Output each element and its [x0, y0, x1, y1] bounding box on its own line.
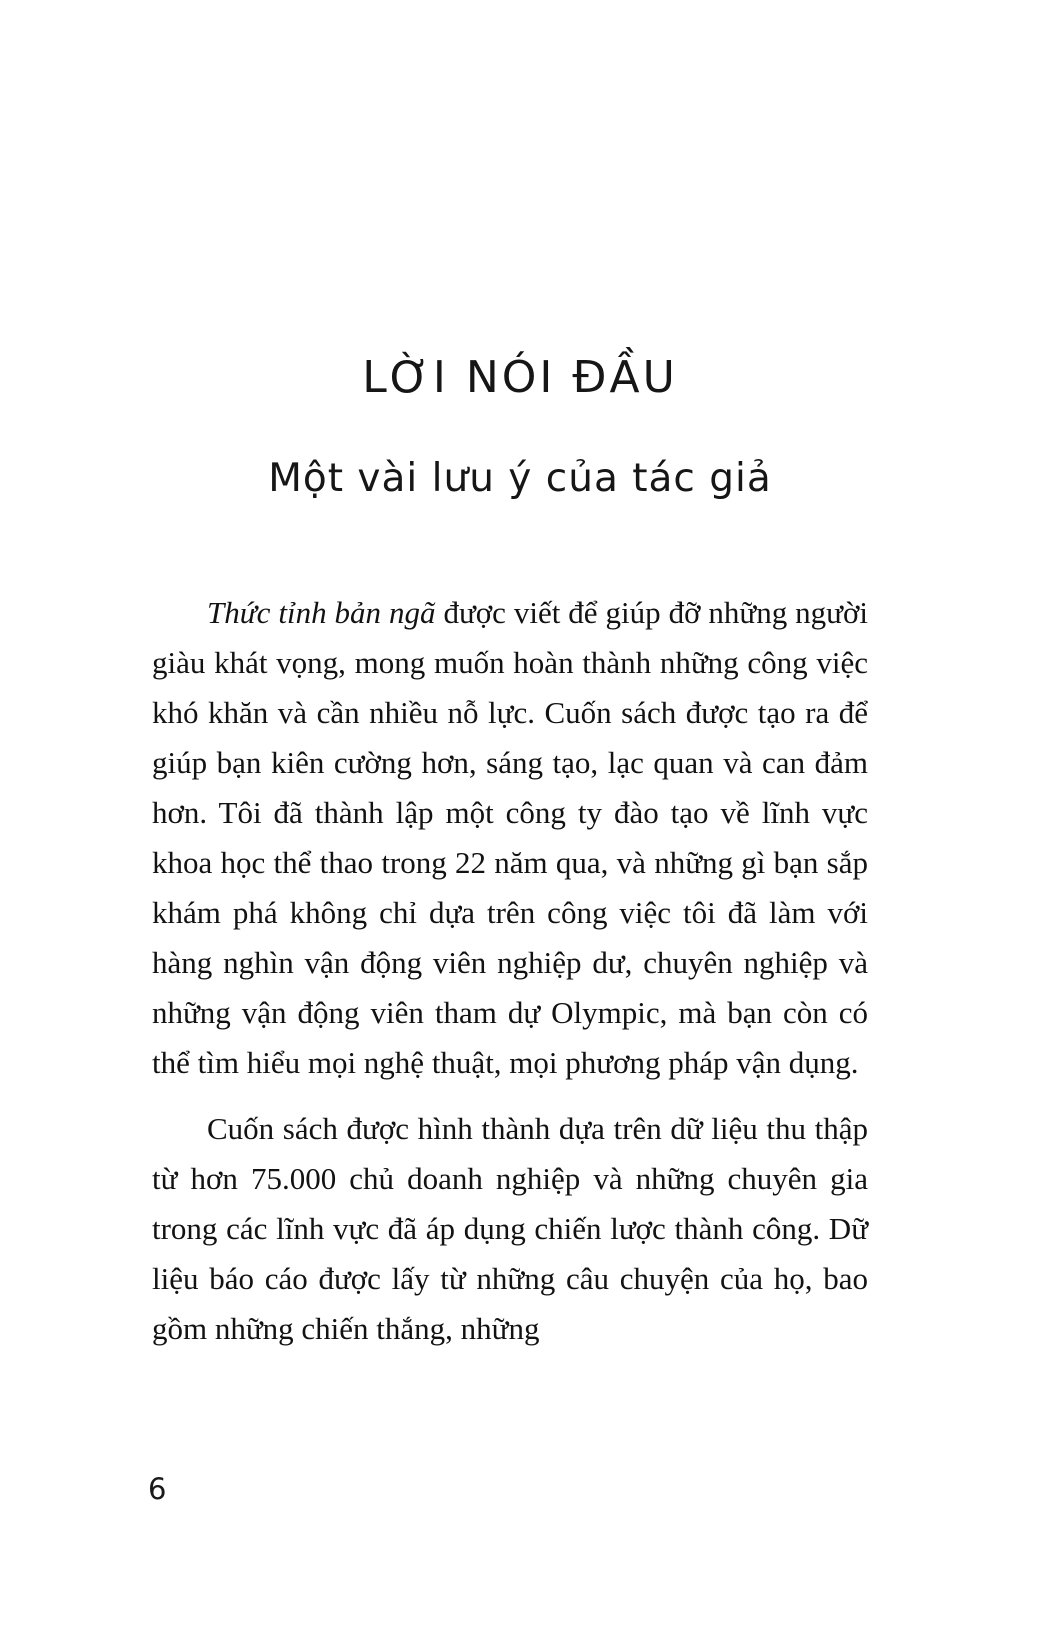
chapter-subtitle: Một vài lưu ý của tác giả [268, 456, 772, 501]
chapter-title: LỜI NÓI ĐẦU [362, 352, 678, 403]
paragraph-1-text: được viết để giúp đỡ những người giàu khát vọng, mong muốn hoàn thành những công việc khó khăn và cần nhiều nỗ lực. Cuốn sách được tạo ra để giúp bạn kiên cường hơn, sáng tạo, lạc quan và can đảm hơn. Tôi đã thành lập một công ty đào tạo về lĩnh vực khoa học thể thao trong 22 năm qua, và những gì bạn sắp khám phá không chỉ dựa trên công việc tôi đã làm với hàng nghìn vận động viên nghiệp dư, chuyên nghiệp và những vận động viên tham dự Olympic, mà bạn còn có thể tìm hiểu mọi nghệ thuật, mọi phương pháp vận dụng. [152, 595, 868, 1080]
paragraph-2 [152, 1104, 868, 1354]
body-text [152, 588, 868, 1370]
paragraph-1 [152, 588, 868, 1088]
page-number: 6 [148, 1472, 167, 1506]
paragraph-2-text: Cuốn sách được hình thành dựa trên dữ liệu thu thập từ hơn 75.000 chủ doanh nghiệp và những chuyên gia trong các lĩnh vực đã áp dụng chiến lược thành công. Dữ liệu báo cáo được lấy từ những câu chuyện của họ, bao gồm những chiến thắng, những [152, 1111, 868, 1346]
book-title-italic: Thức tỉnh bản ngã [207, 595, 436, 630]
